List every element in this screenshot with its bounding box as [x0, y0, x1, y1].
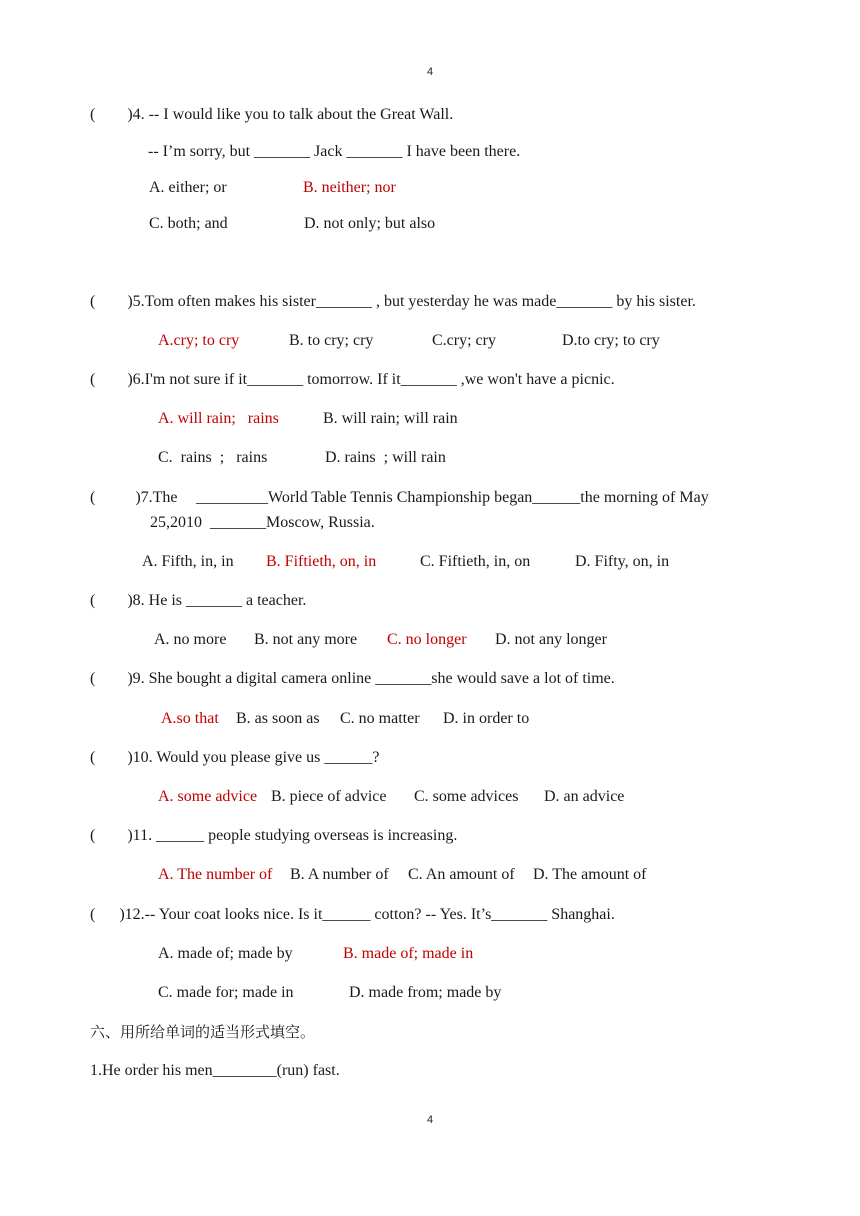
question-stem: ( )11. ______ people studying overseas is increasing.	[90, 827, 458, 844]
option-b-answer: B. neither; nor	[303, 179, 396, 196]
option-d: D. The amount of	[533, 866, 647, 883]
option-a: A. no more	[154, 631, 227, 648]
option-d: D. not any longer	[495, 631, 607, 648]
option-d: D.to cry; to cry	[562, 332, 660, 349]
option-d: D. made from; made by	[349, 984, 502, 1001]
option-d: D. in order to	[443, 710, 530, 727]
option-c: C. rains ; rains	[158, 449, 268, 466]
question-stem: ( )12.-- Your coat looks nice. Is it______ cotton? -- Yes. It’s_______ Shanghai.	[90, 906, 615, 923]
question-stem: ( )9. She bought a digital camera online _______she would save a lot of time.	[90, 670, 615, 687]
question-stem: ( )10. Would you please give us ______?	[90, 749, 380, 766]
question-stem: ( )4. -- I would like you to talk about the Great Wall.	[90, 106, 454, 123]
option-c: C. both; and	[149, 215, 228, 232]
question-stem-continued: -- I’m sorry, but _______ Jack _______ I have been there.	[148, 143, 521, 160]
option-b: B. piece of advice	[271, 788, 387, 805]
question-stem: _________World Table Tennis Championship began______the morning of May	[196, 489, 709, 506]
option-c: C. Fiftieth, in, on	[420, 553, 531, 570]
question-stem: ( )5.Tom often makes his sister_______ , but yesterday he was made_______ by his sister.	[90, 293, 696, 310]
section-heading: 六、用所给单词的适当形式填空。	[90, 1023, 316, 1041]
option-b-answer: B. made of; made in	[343, 945, 474, 962]
option-d: D. an advice	[544, 788, 625, 805]
option-a: A. either; or	[149, 179, 227, 196]
question-stem: ( )6.I'm not sure if it_______ tomorrow. If it_______ ,we won't have a picnic.	[90, 371, 615, 388]
option-a-answer: A. will rain; rains	[158, 410, 279, 427]
option-b: B. A number of	[290, 866, 389, 883]
option-d: D. rains ; will rain	[325, 449, 446, 466]
option-b: B. as soon as	[236, 710, 320, 727]
option-c: C. no matter	[340, 710, 420, 727]
option-a-answer: A.cry; to cry	[158, 332, 240, 349]
question-stem-continued: 25,2010 _______Moscow, Russia.	[150, 514, 375, 531]
option-b: B. not any more	[254, 631, 358, 648]
header-page-number: 4	[426, 66, 434, 78]
fill-in-item-1: 1.He order his men________(run) fast.	[90, 1062, 340, 1079]
option-b: B. will rain; will rain	[323, 410, 458, 427]
option-b: B. to cry; cry	[289, 332, 374, 349]
option-c: C. made for; made in	[158, 984, 294, 1001]
option-a: A. Fifth, in, in	[142, 553, 234, 570]
option-c: C. some advices	[414, 788, 519, 805]
question-stem: ( )8. He is _______ a teacher.	[90, 592, 307, 609]
footer-page-number: 4	[426, 1114, 434, 1126]
option-c-answer: C. no longer	[387, 631, 467, 648]
option-d: D. not only; but also	[304, 215, 436, 232]
option-a-answer: A.so that	[161, 710, 219, 727]
option-a-answer: A. some advice	[158, 788, 258, 805]
option-d: D. Fifty, on, in	[575, 553, 670, 570]
question-paren: ( )7.The	[90, 489, 178, 506]
option-c: C.cry; cry	[432, 332, 496, 349]
option-b-answer: B. Fiftieth, on, in	[266, 553, 377, 570]
option-a-answer: A. The number of	[158, 866, 273, 883]
option-a: A. made of; made by	[158, 945, 293, 962]
option-c: C. An amount of	[408, 866, 515, 883]
